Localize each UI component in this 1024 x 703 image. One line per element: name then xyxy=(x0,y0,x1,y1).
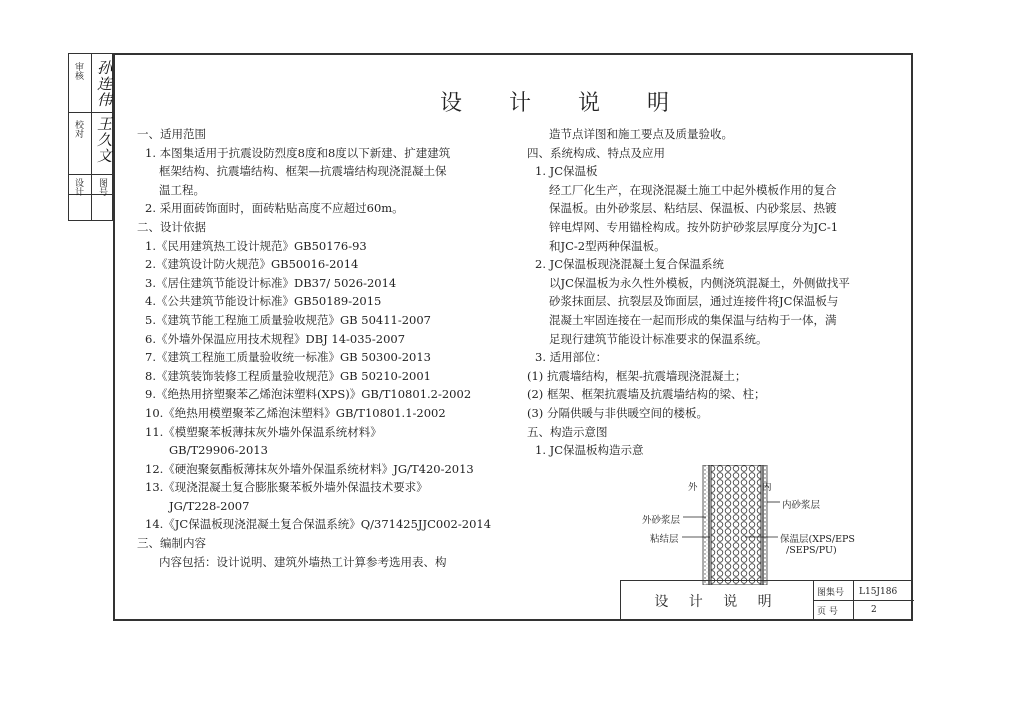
left-column xyxy=(137,125,491,571)
text-line: 和JC-2型两种保温板。 xyxy=(549,238,666,253)
page-value: 2 xyxy=(871,605,877,615)
label-insulation-1: 保温层(XPS/EPS xyxy=(780,534,855,545)
text-line: 以JC保温板为永久性外模板，内侧浇筑混凝土，外侧做找平 xyxy=(549,275,850,290)
text-line: GB/T29906-2013 xyxy=(169,443,268,458)
label-insulation-2: /SEPS/PU) xyxy=(786,545,837,556)
title-block xyxy=(620,580,913,621)
text-line: 5.《建筑节能工程施工质量验收规范》GB 50411-2007 xyxy=(145,312,431,327)
text-line: 四、系统构成、特点及应用 xyxy=(527,145,665,160)
text-line: 砂浆抹面层、抗裂层及饰面层，通过连接件将JC保温板与 xyxy=(549,294,839,309)
text-line: 1.《民用建筑热工设计规范》GB50176-93 xyxy=(145,238,367,253)
text-line: 一、适用范围 xyxy=(137,127,206,141)
text-line: 二、设计依据 xyxy=(137,219,206,234)
text-line: 造节点详图和施工要点及质量验收。 xyxy=(549,127,733,141)
text-line: 8.《建筑装饰装修工程质量验收规范》GB 50210-2001 xyxy=(145,368,431,383)
label-inner: 内 xyxy=(762,482,772,493)
text-line: 1. JC保温板 xyxy=(535,164,598,179)
text-line: 3. 适用部位： xyxy=(535,350,608,365)
text-line: 10.《绝热用模塑聚苯乙烯泡沫塑料》GB/T10801.1-2002 xyxy=(145,405,446,420)
binding-sidebar xyxy=(68,53,113,221)
label-outer-mortar: 外砂浆层 xyxy=(642,515,681,526)
text-line: 保温板。由外砂浆层、粘结层、保温板、内砂浆层、热镀 xyxy=(549,201,837,216)
text-line: 2.《建筑设计防火规范》GB50016-2014 xyxy=(145,257,359,272)
text-line: 五、构造示意图 xyxy=(527,424,608,439)
text-line: 1. 本图集适用于抗震设防烈度8度和8度以下新建、扩建建筑 xyxy=(145,145,451,160)
text-line: JG/T228-2007 xyxy=(169,498,250,513)
text-line: 框架结构、抗震墙结构、框架—抗震墙结构现浇混凝土保 xyxy=(159,164,447,179)
text-line: 内容包括：设计说明、建筑外墙热工计算参考选用表、构 xyxy=(159,554,447,569)
text-line: (2) 框架、框架抗震墙及抗震墙结构的梁、柱； xyxy=(527,387,766,402)
page-title: 设 计 说 明 xyxy=(440,91,689,116)
text-line: 14.《JC保温板现浇混凝土复合保温系统》Q/371425JJC002-2014 xyxy=(145,517,492,532)
text-line: (1) 抗震墙结构，框架-抗震墙现浇混凝土； xyxy=(527,368,747,383)
text-line: 1. JC保温板构造示意 xyxy=(535,443,644,458)
label-bond: 粘结层 xyxy=(650,534,679,545)
text-line: 锌电焊网、专用锚栓构成。按外防护砂浆层厚度分为JC-1 xyxy=(549,219,839,234)
right-column xyxy=(527,125,850,460)
sidebar-label-drawing: 图号 xyxy=(97,178,107,196)
text-line: 13.《现浇混凝土复合膨胀聚苯板外墙外保温技术要求》 xyxy=(145,480,428,495)
text-line: 经工厂化生产，在现浇混凝土施工中起外模板作用的复合 xyxy=(549,182,837,197)
label-outer: 外 xyxy=(688,482,698,493)
text-line: 2. 采用面砖饰面时，面砖粘贴高度不应超过60m。 xyxy=(145,201,404,216)
signature-mid: 王久文 xyxy=(95,116,113,164)
text-line: 三、编制内容 xyxy=(137,536,206,551)
text-line: 11.《模塑聚苯板薄抹灰外墙外保温系统材料》 xyxy=(145,424,382,439)
text-line: 2. JC保温板现浇混凝土复合保温系统 xyxy=(535,257,725,272)
sidebar-label-check: 校对 xyxy=(73,120,83,138)
text-line: 12.《硬泡聚氨酯板薄抹灰外墙外保温系统材料》JG/T420-2013 xyxy=(145,461,474,476)
atlas-label: 图集号 xyxy=(817,588,845,598)
title-block-name: 设 计 说 明 xyxy=(621,581,814,621)
text-line: 7.《建筑工程施工质量验收统一标准》GB 50300-2013 xyxy=(145,350,431,365)
sidebar-label-review: 审核 xyxy=(73,62,83,80)
text-line: 足现行建筑节能设计标准要求的保温系统。 xyxy=(549,331,768,346)
text-line: 3.《居住建筑节能设计标准》DB37/ 5026-2014 xyxy=(145,275,397,290)
text-line: 4.《公共建筑节能设计标准》GB50189-2015 xyxy=(145,294,382,309)
text-line: 温工程。 xyxy=(159,182,205,197)
text-line: 混凝土牢固连接在一起而形成的集保温与结构于一体，满 xyxy=(549,312,837,327)
jc-board-diagram xyxy=(620,465,880,585)
sidebar-label-design: 设计 xyxy=(73,178,83,196)
page-label: 页 号 xyxy=(817,606,838,617)
text-line: 9.《绝热用挤塑聚苯乙烯泡沫塑料(XPS)》GB/T10801.2-2002 xyxy=(145,387,472,402)
text-line: 6.《外墙外保温应用技术规程》DBJ 14-035-2007 xyxy=(145,331,406,346)
atlas-value: L15J186 xyxy=(859,586,898,597)
signature-top: 孙连伟 xyxy=(95,60,113,108)
label-inner-mortar: 内砂浆层 xyxy=(782,500,821,511)
text-line: (3) 分隔供暖与非供暖空间的楼板。 xyxy=(527,405,708,420)
